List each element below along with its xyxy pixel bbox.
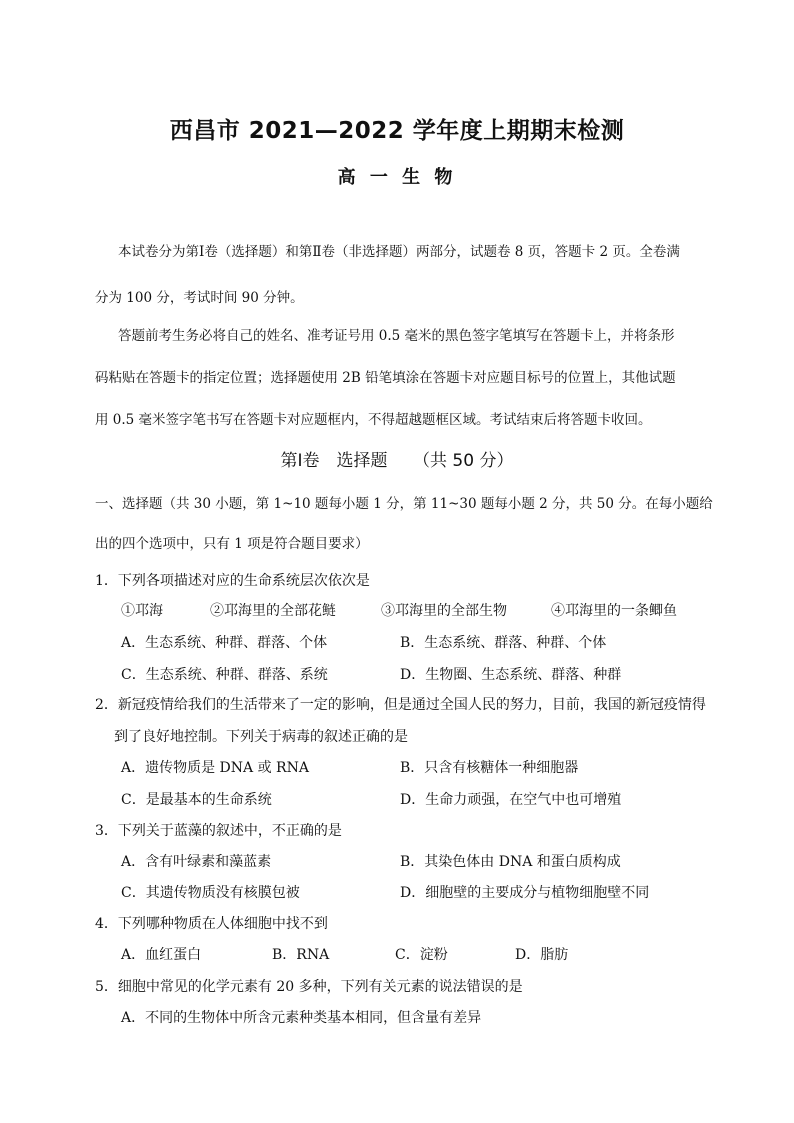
- q1-item-1: ①邛海: [121, 603, 163, 619]
- q2-option-a: A．遗传物质是 DNA 或 RNA: [121, 760, 309, 776]
- q3-option-a: A．含有叶绿素和藻蓝素: [121, 854, 272, 870]
- q4-stem: 4．下列哪种物质在人体细胞中找不到: [95, 916, 328, 932]
- q3-stem: 3．下列关于蓝藻的叙述中，不正确的是: [95, 823, 342, 839]
- q2-option-d: D．生命力顽强，在空气中也可增殖: [400, 792, 622, 808]
- intro-p1-line1: 本试卷分为第Ⅰ卷（选择题）和第Ⅱ卷（非选择题）两部分，试题卷 8 页，答题卡 2 页。全卷满: [118, 244, 680, 260]
- section-instruction-line2: 出的四个选项中，只有 1 项是符合题目要求）: [95, 536, 369, 552]
- q3-option-b: B．其染色体由 DNA 和蛋白质构成: [400, 854, 621, 870]
- q1-option-c: C．生态系统、种群、群落、系统: [121, 667, 328, 683]
- intro-p2-line2: 码粘贴在答题卡的指定位置；选择题使用 2B 铅笔填涂在答题卡对应题目标号的位置上，其他试题: [95, 370, 676, 386]
- intro-p1-line2: 分为 100 分，考试时间 90 分钟。: [95, 290, 304, 306]
- q1-item-2: ②邛海里的全部花鲢: [210, 603, 336, 619]
- section-instruction-line1: 一、选择题（共 30 小题，第 1~10 题每小题 1 分，第 11~30 题每小题 2 分，共 50 分。在每小题给: [95, 496, 713, 512]
- intro-p2-line3: 用 0.5 毫米签字笔书写在答题卡对应题框内，不得超越题框区域。考试结束后将答题卡收回。: [95, 412, 652, 428]
- intro-p2-line1: 答题前考生务必将自己的姓名、准考证号用 0.5 毫米的黑色签字笔填写在答题卡上，并将条形: [118, 328, 675, 344]
- q4-option-c: C．淀粉: [395, 947, 448, 963]
- q4-option-d: D．脂肪: [515, 947, 569, 963]
- q1-stem: 1．下列各项描述对应的生命系统层次依次是: [95, 573, 370, 589]
- exam-title: 西昌市 2021—2022 学年度上期期末检测: [169, 118, 625, 144]
- q2-option-b: B．只含有核糖体一种细胞器: [400, 760, 579, 776]
- q3-option-c: C．其遗传物质没有核膜包被: [121, 885, 300, 901]
- q1-option-d: D．生物圈、生态系统、群落、种群: [400, 667, 622, 683]
- q4-option-b: B．RNA: [272, 947, 330, 963]
- q4-option-a: A．血红蛋白: [121, 947, 202, 963]
- q1-item-4: ④邛海里的一条鲫鱼: [551, 603, 677, 619]
- q5-stem: 5．细胞中常见的化学元素有 20 多种，下列有关元素的说法错误的是: [95, 979, 523, 995]
- q2-stem-line2: 到了良好地控制。下列关于病毒的叙述正确的是: [114, 729, 408, 745]
- q1-option-b: B．生态系统、群落、种群、个体: [400, 635, 607, 651]
- q2-stem-line1: 2．新冠疫情给我们的生活带来了一定的影响，但是通过全国人民的努力，目前，我国的新冠疫情得: [95, 697, 706, 713]
- q1-option-a: A．生态系统、种群、群落、个体: [121, 635, 328, 651]
- exam-subtitle: 高 一 生 物: [337, 167, 457, 188]
- q5-option-a: A．不同的生物体中所含元素种类基本相同，但含量有差异: [121, 1010, 482, 1026]
- section-title: 第Ⅰ卷 选择题 （共 50 分）: [280, 451, 514, 471]
- q1-item-3: ③邛海里的全部生物: [381, 603, 507, 619]
- q2-option-c: C．是最基本的生命系统: [121, 792, 272, 808]
- q3-option-d: D．细胞壁的主要成分与植物细胞壁不同: [400, 885, 650, 901]
